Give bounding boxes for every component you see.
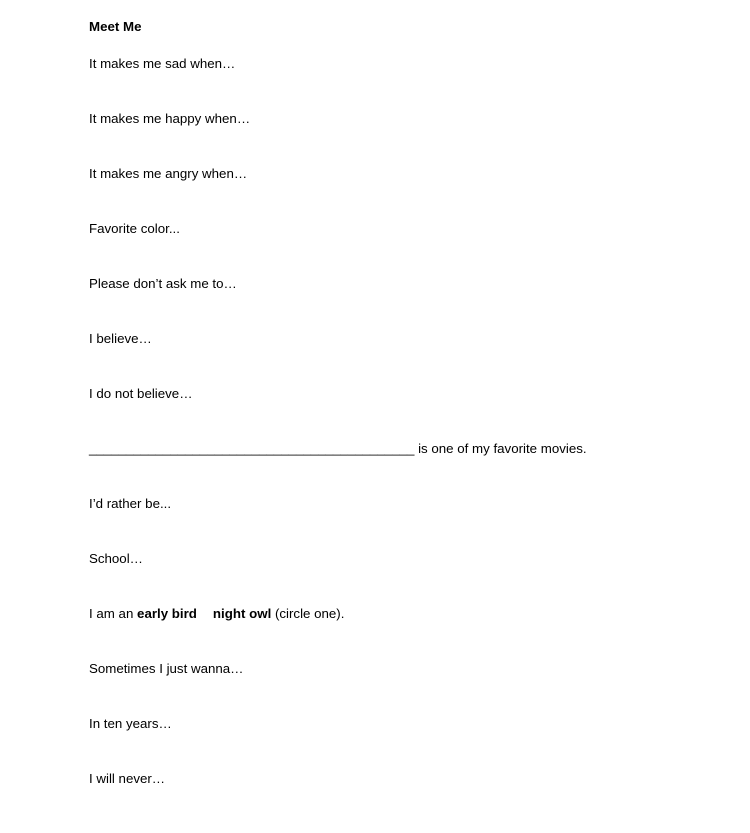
prompt-in-ten-years: In ten years… [89,716,172,731]
page-title: Meet Me [89,19,142,34]
prompt-favorite-color: Favorite color... [89,221,180,236]
prompt-id-rather-be: I’d rather be... [89,496,172,511]
prompt-makes-me-happy: It makes me happy when… [89,111,251,126]
circle-line-prefix: I am an [89,606,138,621]
movie-line-text: is one of my favorite movies. [414,441,587,456]
circle-line-suffix: (circle one). [271,606,345,621]
favorite-movie-line [89,441,690,456]
prompt-makes-me-angry: It makes me angry when… [89,166,248,181]
circle-one-line [89,606,690,621]
movie-blank-line: ____________________________________________ [89,441,415,456]
prompt-sometimes-i-just-wanna: Sometimes I just wanna… [89,661,244,676]
prompt-dont-ask-me: Please don’t ask me to… [89,276,237,291]
prompt-i-will-never: I will never… [89,771,166,786]
choice-night-owl: night owl [212,606,272,621]
prompt-makes-me-sad: It makes me sad when… [89,56,236,71]
prompt-school: School… [89,551,143,566]
choice-early-bird: early bird [137,606,197,621]
prompt-i-believe: I believe… [89,331,152,346]
prompt-i-do-not-believe: I do not believe… [89,386,193,401]
